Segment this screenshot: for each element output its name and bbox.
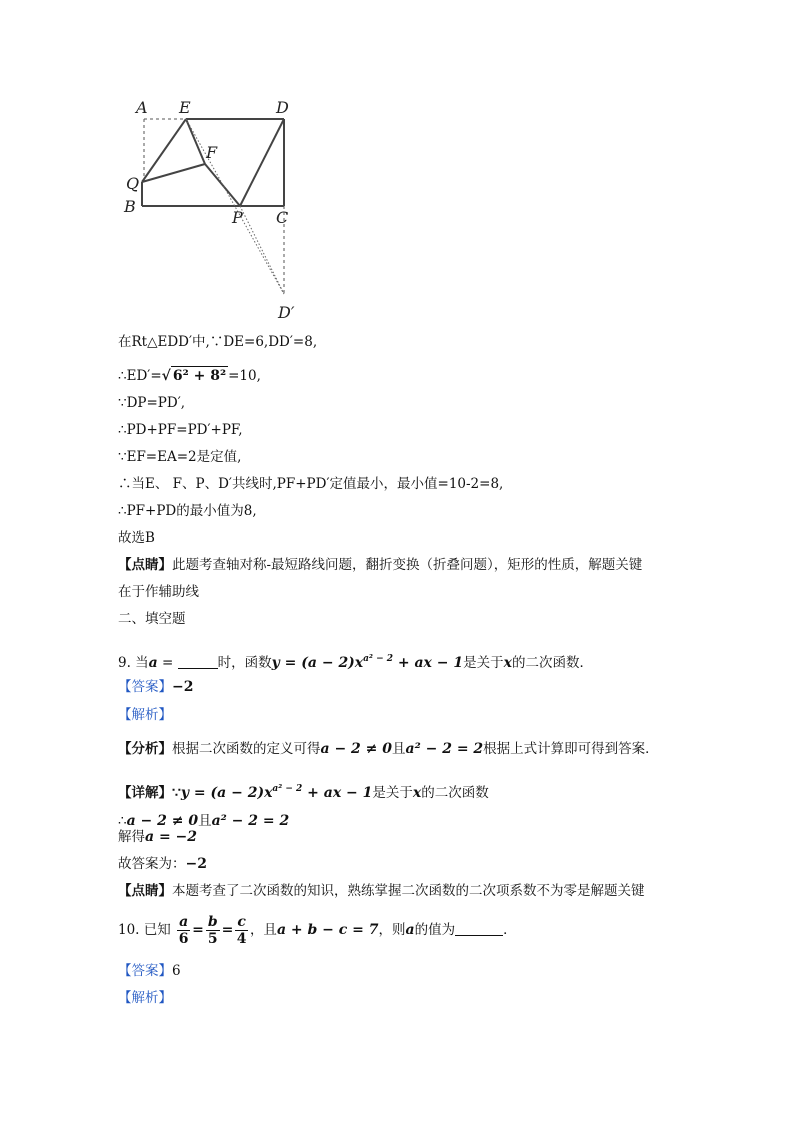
label-F: F [206,143,218,162]
label-B: B [124,197,136,216]
line-collinear: ∴当E、 F、P、D′共线时,PF+PD′定值最小，最小值=10-2=8, [118,476,504,492]
line-rt-triangle: 在Rt△EDD′中,∵DE=6,DD′=8, [118,334,318,350]
line-dp-eq: ∵DP=PD′, [118,395,186,411]
question-10: 10. 已知 $\frac{a}{6}$ = $\frac{b}{5}$ = $\frac{c}{4}$ ，且a + b − c = 7，则a的值为 ． [118,914,517,947]
q9-answer: 【答案】−2 [118,679,194,695]
q9-dianjing: 【点睛】本题考查了二次函数的知识，熟练掌握二次函数的二次项系数不为零是解题关键 [118,883,645,899]
line-ed-prime: ∴ED′=√ 6² + 8² =10, [118,368,261,384]
label-C: C [276,208,289,227]
line-min-value: ∴PF+PD的最小值为8, [118,503,257,519]
question-9: 9. 当a = 时，函数$y = (a - 2)x^{a^2 - 2}$ + ax − 1是关于x的二次函数． [118,654,593,671]
q9-detail: 【详解】∵y = $(a - 2)x^{a^2 - 2}$ + ax − 1是关于x的二次函数 [118,784,489,801]
line-dianjing-2: 在于作辅助线 [118,584,199,600]
label-D-prime: D′ [278,303,295,322]
answer-blank [178,656,218,669]
geometry-figure [118,92,318,324]
label-A: A [136,98,148,117]
line-pd-pf: ∴PD+PF=PD′+PF, [118,422,243,438]
line-dianjing-1: 【点睛】此题考查轴对称-最短路线问题，翻折变换（折叠问题），矩形的性质，解题关键 [118,557,643,573]
segment-DP [240,119,284,206]
q9-conditions: ∴a − 2 ≠ 0且a² − 2 = 2 [118,813,290,829]
label-D: D [276,98,289,117]
fraction-b-5: $\frac{b}{5}$ [207,914,218,947]
section-heading-fill-blank: 二、填空题 [118,611,186,627]
label-P: P [232,208,243,227]
fraction-c-4: $\frac{c}{4}$ [236,914,247,947]
fraction-a-6: $\frac{a}{6}$ [178,914,189,947]
label-Q: Q [126,174,140,193]
q9-analysis-tag: 【解析】 [118,707,172,723]
q9-final-answer: 故答案为：−2 [118,856,207,872]
q9-solve: 解得a = −2 [118,829,198,845]
segment-EQ [142,119,186,182]
q10-answer: 【答案】6 [118,963,181,979]
q9-fenxi: 【分析】根据二次函数的定义可得a − 2 ≠ 0且a² − 2 = 2根据上式计算即可得到答案． [118,741,659,757]
q10-analysis-tag: 【解析】 [118,990,172,1006]
label-E: E [179,98,191,117]
line-ef-ea: ∵EF=EA=2是定值, [118,449,242,465]
line-choose-b: 故选B [118,530,155,546]
segment-EF [186,119,205,164]
segment-QF [142,164,205,182]
answer-blank [455,923,503,936]
segment-FP [205,164,240,206]
